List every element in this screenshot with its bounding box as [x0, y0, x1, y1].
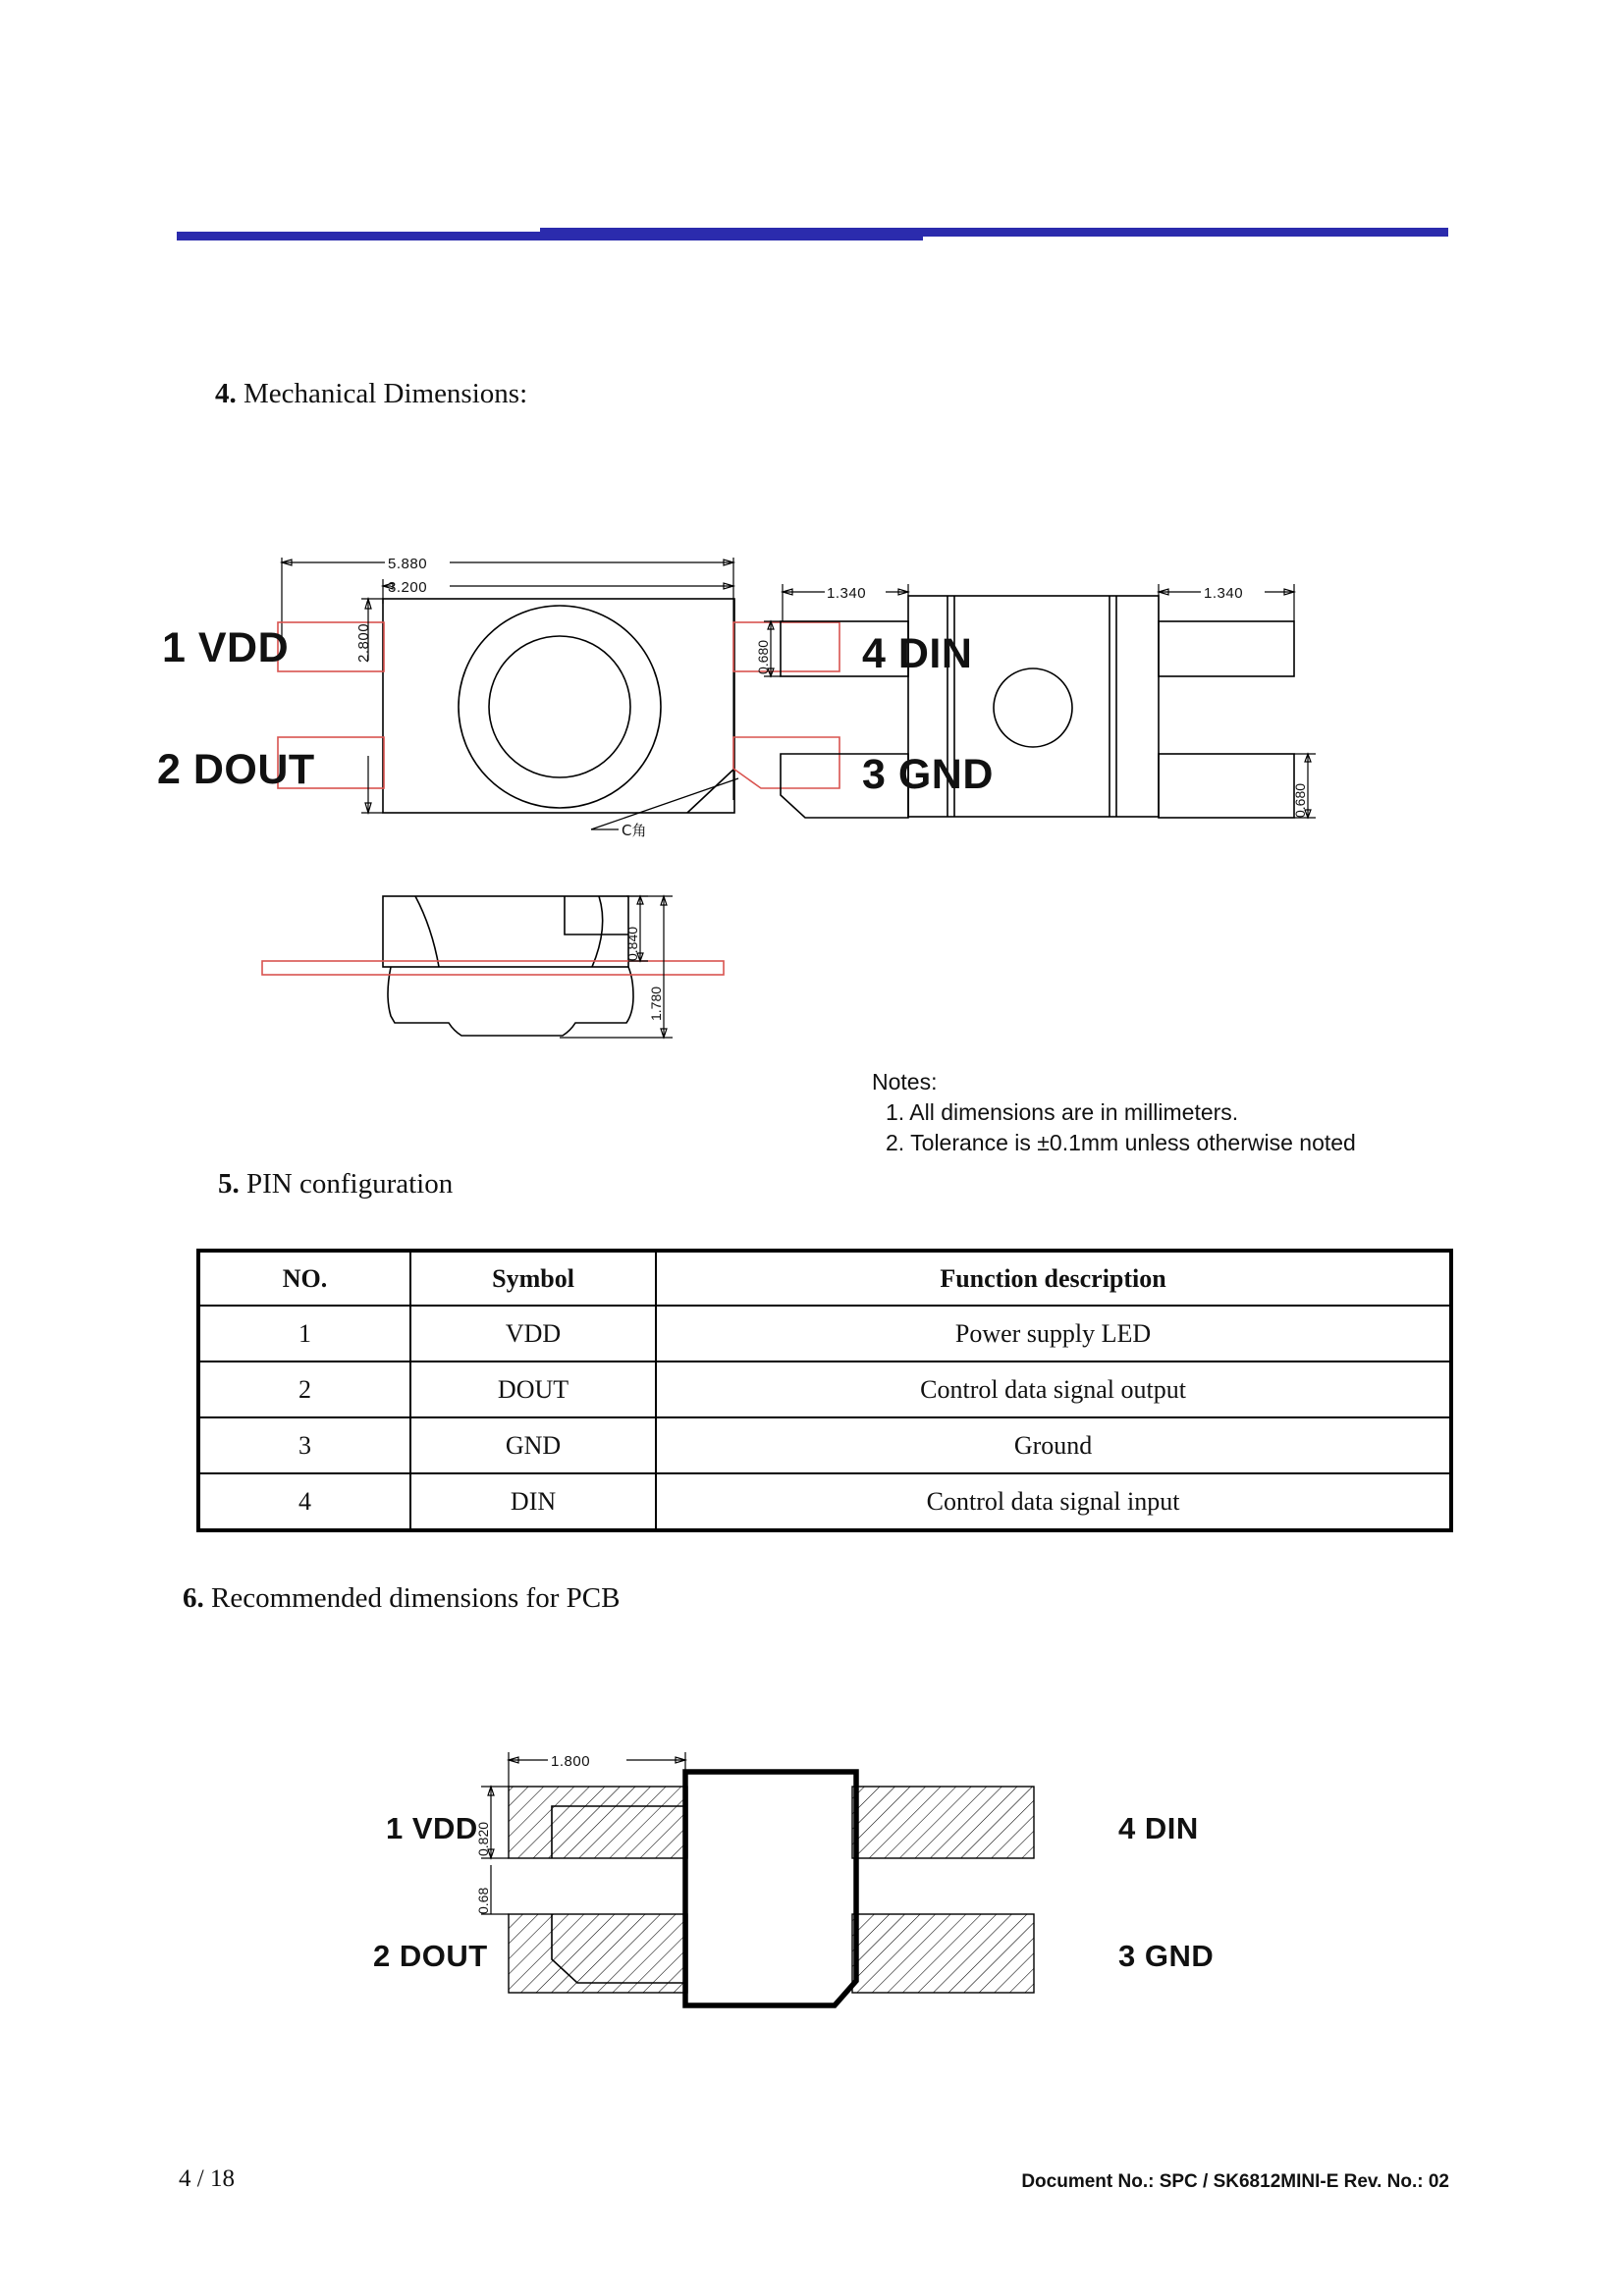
dim-value-overall-width: 5.880 [388, 556, 428, 572]
dim-pcb-pad-length [509, 1752, 685, 1787]
mech-pin-label-din: 4 DIN [862, 630, 973, 677]
section-title: Recommended dimensions for PCB [211, 1582, 621, 1614]
dim-body-width [383, 579, 733, 604]
dim-value-pad-len-right: 1.340 [1204, 585, 1244, 602]
pcb-pin-label-gnd: 3 GND [1118, 1939, 1215, 1973]
dim-value-body-width: 3.200 [388, 579, 428, 596]
dim-value-total-height: 1.780 [648, 986, 664, 1021]
cell-no: 3 [198, 1417, 410, 1473]
mechanical-drawing [137, 535, 1512, 1085]
mech-pin-label-gnd: 3 GND [862, 751, 994, 798]
header-rule-segment [540, 228, 1448, 232]
notes-title: Notes: [872, 1069, 938, 1095]
pin-configuration-table [196, 1249, 1453, 1532]
section-number: 6. [183, 1582, 204, 1614]
section-title: Mechanical Dimensions: [244, 378, 528, 409]
section-heading-mechanical [215, 378, 527, 410]
dim-value-lens-height: 0.840 [624, 926, 640, 961]
section-title: PIN configuration [246, 1168, 454, 1200]
section-number: 5. [218, 1168, 240, 1200]
dim-pcb-pad-width [475, 1787, 509, 1858]
section-heading-pcb [183, 1582, 620, 1615]
side-view [262, 896, 724, 1038]
cell-no: 1 [198, 1306, 410, 1362]
footer-page-number: 4 / 18 [179, 2165, 235, 2192]
chamfer-callout [591, 778, 738, 839]
table-header-symbol: Symbol [410, 1251, 656, 1306]
mech-pin-label-vdd: 1 VDD [162, 624, 290, 671]
cell-no: 2 [198, 1362, 410, 1417]
pcb-pad-dout [509, 1914, 687, 1993]
table-row [198, 1417, 1451, 1473]
table-row [198, 1306, 1451, 1362]
chamfer-label: C角 [622, 822, 647, 839]
dim-overall-width [282, 556, 733, 800]
cell-description: Ground [656, 1417, 1451, 1473]
pcb-pad-din [852, 1787, 1034, 1858]
cell-symbol: DIN [410, 1473, 656, 1530]
dim-value-pcb-pad-width: 0.820 [475, 1821, 491, 1856]
cell-description: Power supply LED [656, 1306, 1451, 1362]
cell-description: Control data signal output [656, 1362, 1451, 1417]
table-header-no: NO. [198, 1251, 410, 1306]
footer-document-reference: Document No.: SPC / SK6812MINI-E Rev. No.: 02 [1021, 2171, 1449, 2192]
section-heading-pin-config [218, 1168, 453, 1201]
dim-value-pad-width-top: 0.680 [755, 639, 771, 674]
notes-block [872, 1067, 1356, 1158]
cell-symbol: GND [410, 1417, 656, 1473]
cell-symbol: VDD [410, 1306, 656, 1362]
cell-symbol: DOUT [410, 1362, 656, 1417]
dim-value-pad-len-left: 1.340 [827, 585, 867, 602]
pcb-pad-gnd [852, 1914, 1034, 1993]
dim-value-pcb-pad-length: 1.800 [551, 1753, 591, 1770]
pcb-pad-vdd [509, 1787, 687, 1858]
pcb-pin-label-dout: 2 DOUT [373, 1939, 488, 1973]
cell-description: Control data signal input [656, 1473, 1451, 1530]
section-number: 4. [215, 378, 237, 409]
dim-body-height [355, 599, 383, 813]
dim-value-pad-width-bottom: 0.680 [1292, 782, 1308, 818]
note-item-2: 2. Tolerance is ±0.1mm unless otherwise noted [886, 1130, 1356, 1155]
dim-value-pcb-pad-gap: 0.68 [475, 1887, 491, 1914]
note-item-1: 1. All dimensions are in millimeters. [886, 1099, 1239, 1125]
dim-pcb-pad-gap [475, 1865, 509, 1914]
table-header-function: Function description [656, 1251, 1451, 1306]
dim-value-body-height: 2.800 [355, 622, 372, 663]
table-header-row [198, 1251, 1451, 1306]
mech-pin-label-dout: 2 DOUT [157, 746, 315, 793]
pcb-footprint-drawing [373, 1728, 1257, 2140]
cell-no: 4 [198, 1473, 410, 1530]
header-rule-segment [177, 237, 923, 240]
table-row [198, 1362, 1451, 1417]
table-row [198, 1473, 1451, 1530]
pcb-pin-label-din: 4 DIN [1118, 1811, 1199, 1845]
pcb-pin-label-vdd: 1 VDD [386, 1811, 478, 1845]
